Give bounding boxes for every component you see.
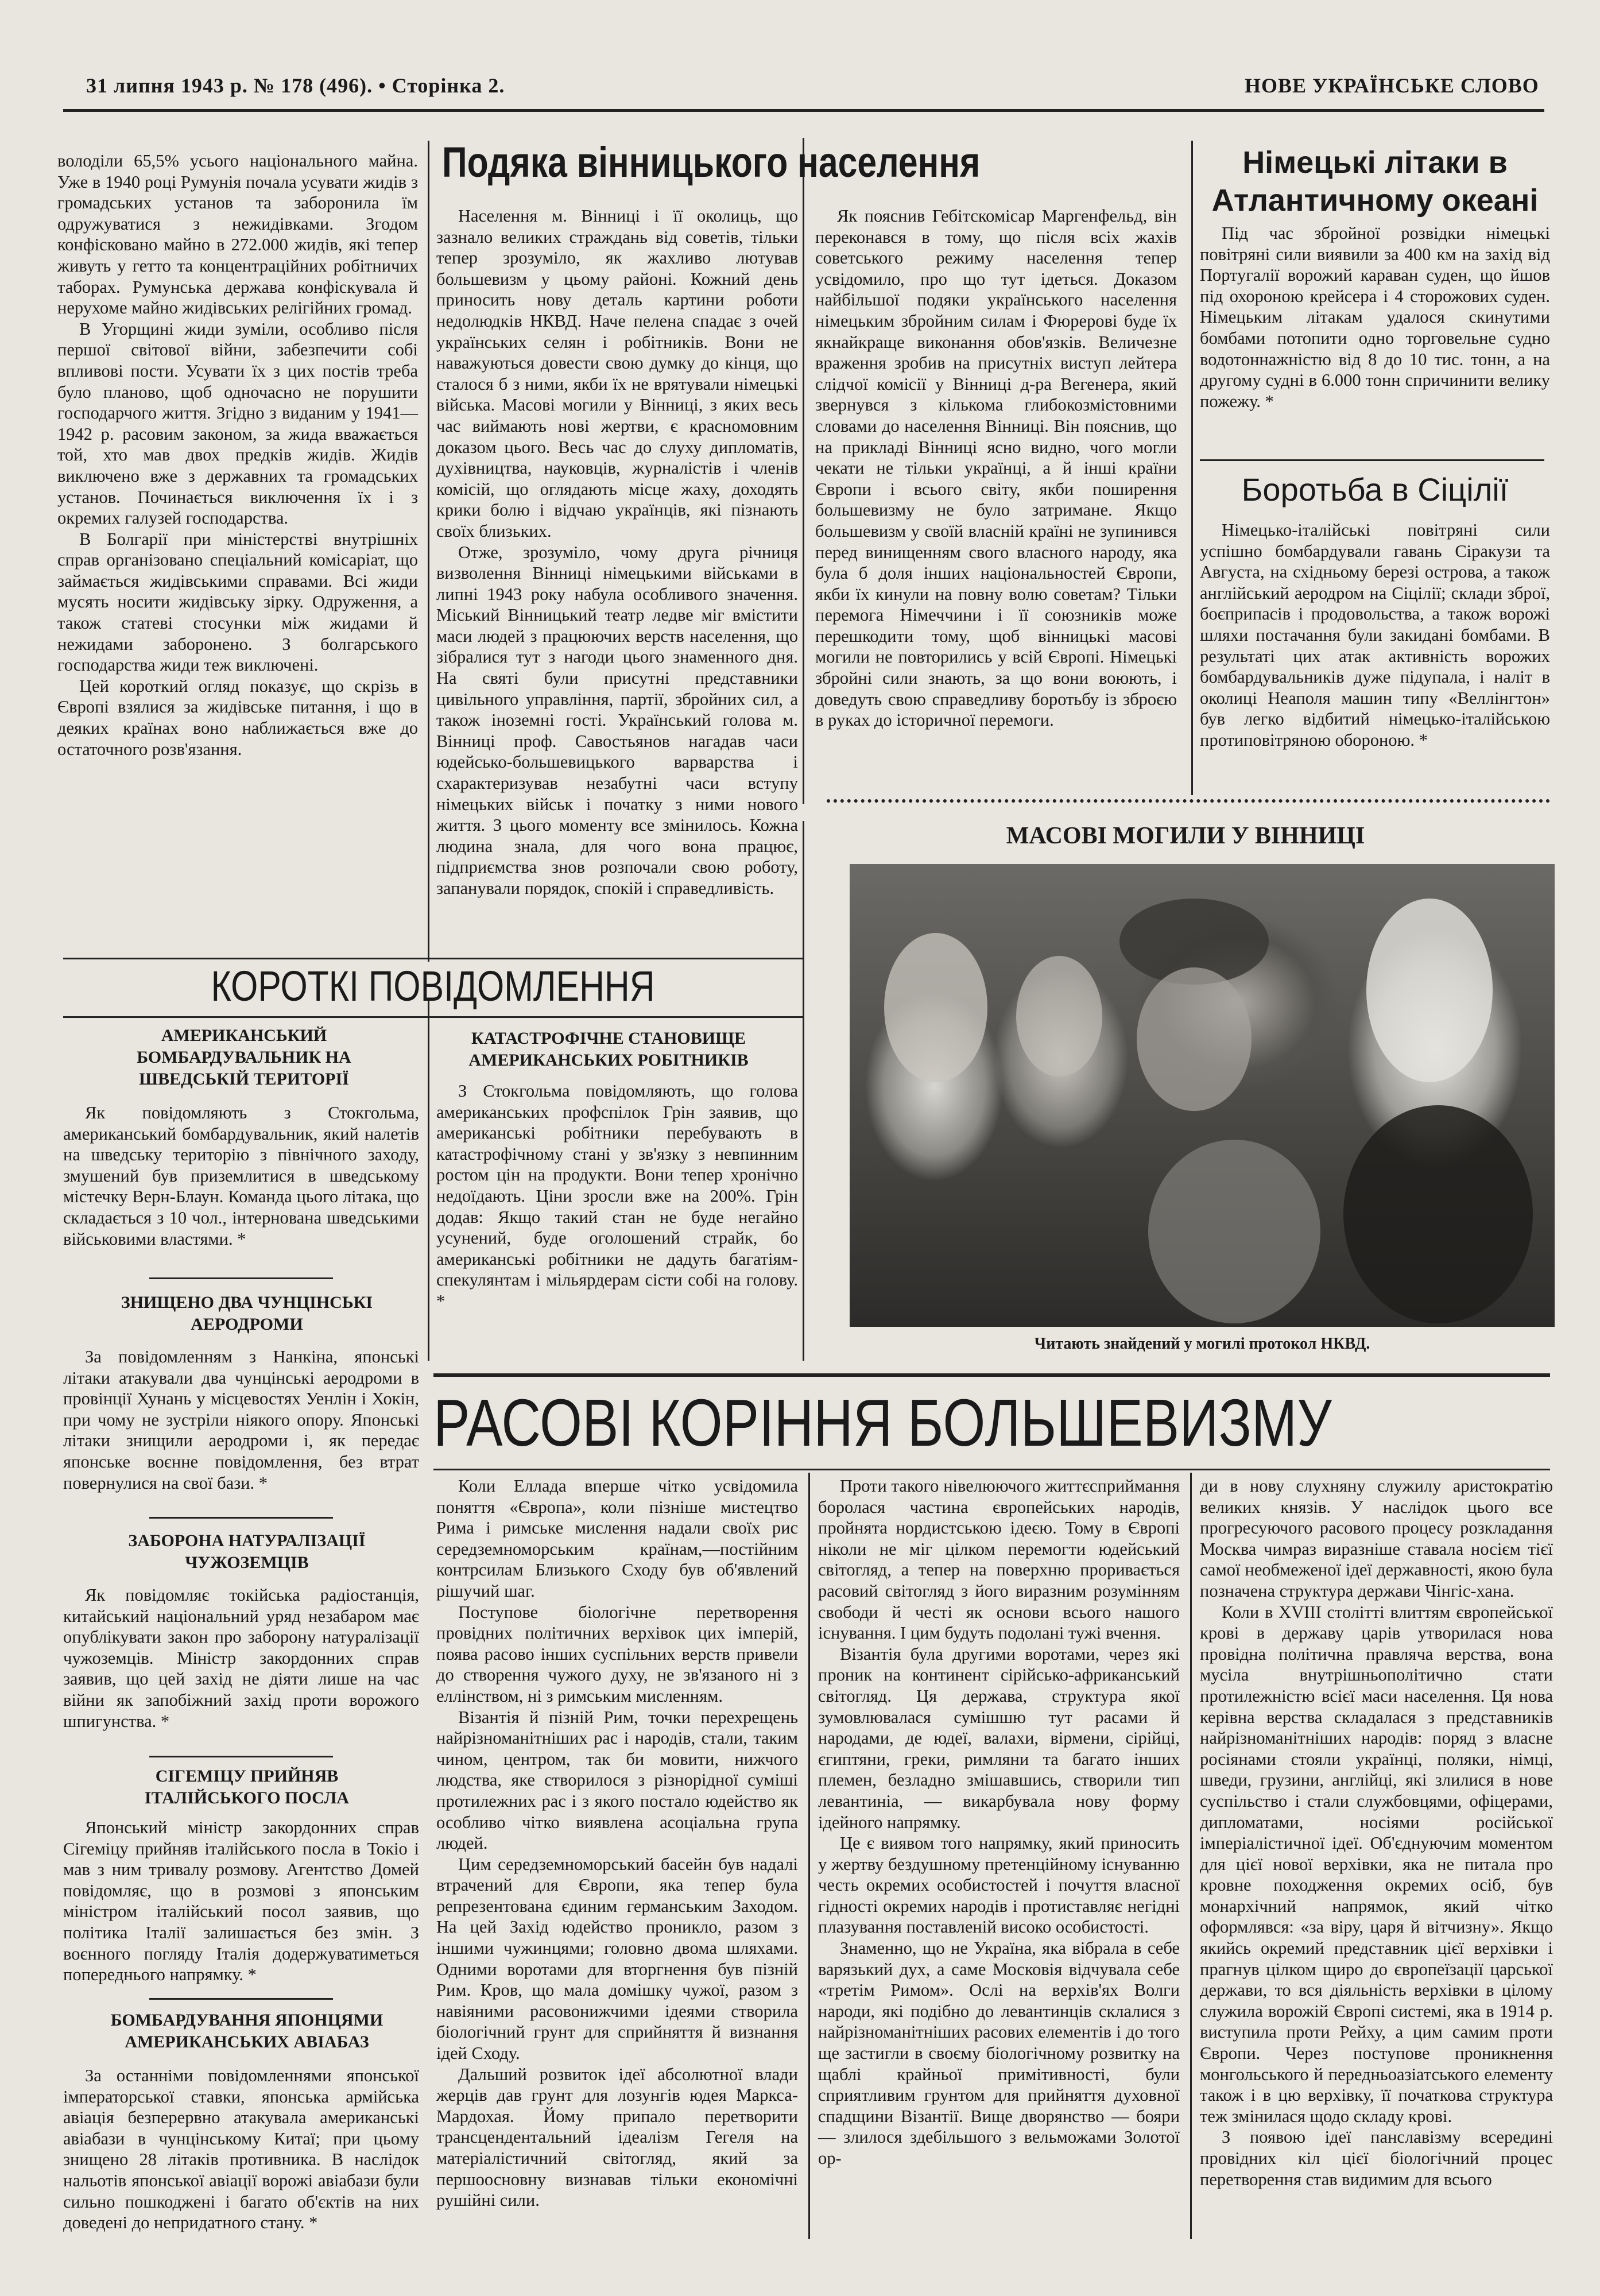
section-rule	[433, 1373, 1550, 1377]
paragraph: Японський міністр закордонних справ Сігеміцу прийняв італійського посла в Токіо і мав з ним тривалу розмову. Агентство Домей повідомляє, що в розмові з японським міністром італійський посол заявив, що політика Італії залишається без змін. З воєнного погляду Італія додержуватиметься попереднього напрямку. *	[63, 1818, 419, 1985]
photo-figure	[1137, 967, 1252, 1111]
brief-title: БОМБАРДУВАННЯ ЯПОНЦЯМИ АМЕРИКАНСЬКИХ АВІАБАЗ	[110, 2011, 383, 2051]
column-divider	[808, 1473, 810, 2239]
brief-text	[63, 2065, 419, 2233]
brief-title: КАТАСТРОФІЧНЕ СТАНОВИЩЕ АМЕРИКАНСЬКИХ РОБІТНИКІВ	[468, 1029, 749, 1070]
briefs-section-title: КОРОТКІ ПОВІДОМЛЕННЯ	[211, 962, 655, 1010]
paragraph: Отже, зрозуміло, чому друга річниця визволення Вінниці німецькими військами в липні 1943 року набула особливого значення. Міський Вінницький театр ледве міг вмістити маси людей з працюючих верств населення, що зібралися тут з нагоди цього знаменного дня. На святі були присутні представники цивільного управління, партії, збройних сил, а також іноземні гості. Український голова м. Вінниці проф. Савостьянов нагадав часи юдейсько-большевицького варварства і схарактеризував незабутні часи вступу німецьких військ і початку з ними нового життя. З цього моменту все змінилось. Кожна людина знала, для чого вона працює, підприємства знов розпочали свою роботу, запанували порядок, спокій і справедливість.	[436, 542, 798, 898]
column-divider	[428, 999, 429, 1361]
brief-separator	[149, 1277, 333, 1279]
paragraph: За повідомленням з Нанкіна, японські літаки атакували два чунцінські аеродроми в провінції Хунань у місцевостях Уенлін і Хокін, при чому не зустріли ніякого опору. Японські літаки знищили аеродроми і, як передає японське воєнне повідомлення, без втрат повернулися на свої бази. *	[63, 1347, 419, 1493]
racial-column-3	[1200, 1476, 1553, 2190]
paragraph: Цей короткий огляд показує, що скрізь в Європі взялися за жидівське питання, і що в деяких країнах воно наближається вже до остаточного розв'язання.	[57, 676, 418, 759]
section-rule	[1200, 459, 1544, 461]
paragraph: Це є виявом того напрямку, який приносить у жертву бездушному претенційному існуванню честь окремих особистостей і почуття власної гідності окремих народів і протиставляє негідні плазування поставленій високо особистості.	[818, 1833, 1180, 1937]
brief-separator	[149, 1517, 333, 1519]
section-rule	[63, 1016, 803, 1018]
paragraph: За останніми повідомленнями японської імператорської ставки, японська армійська авіація безперервно атакувала американські авіабази в чунцінському Китаї; при цьому знищено 28 літаків противника. В наслідок нальотів японської авіації ворожі авіабази були сильно пошкоджені і багато об'єктів на них доведені до непридатного стану. *	[63, 2066, 419, 2233]
brief-title: ЗАБОРОНА НАТУРАЛІЗАЦІЇ ЧУЖОЗЕМЦІВ	[128, 1531, 366, 1572]
paragraph: Як пояснив Гебітскомісар Маргенфельд, він переконався в тому, що після всіх жахів советського режиму населення тепер усвідомило, про що тут ідеться. Доказом найбільшої подяки українського населення німецьким збройним силам і Фюрерові буде їх якнайкраще виконання обов'язків. Величезне враження зробив на присутніх виступ лейтера слідчої комісії у Вінниці д-ра Вегенера, який звернувся з кількома глибокозмістовними словами до населення Вінниці. Він пояснив, що на прикладі Вінниці ясно видно, чого могли чекати не тільки українці, а й інші країни Європи і всього світу, якби поширення большевизму не було затримане. Якщо большевизм у своїй власній країні не зупинився перед винищенням свого власного народу, яка була б доля інших національностей Європи, якби їх кинули на повну волю советам? Тільки перемога Німеччини і її союзників може перешкодити тому, щоб вінницькі масові могили не повторились у всій Європі. Німецькі збройні сили знають, за що вони воюють, і доведуть свою справедливу боротьбу із зброєю в руках до історичної перемоги.	[815, 206, 1177, 730]
paragraph: Населення м. Вінниці і її околиць, що зазнало великих страждань від советів, тільки тепер зрозуміло, як жахливо лютував большевизм у цьому районі. Кожний день приносить нову деталь картини роботи недолюдків НКВД. Наче пелена спадає з очей українських селян і робітників. Вони не наважуються довести свою думку до кінця, що сталося б з ними, якби їх не врятували німецькі війська. Масові могили у Вінниці, з яких весь час виймають нові жертви, є красномовним доказом цього. Весь час до слуху дипломатів, духівництва, науковців, журналістів і членів комісій, що оглядають місце жаху, доходять крики болю і відчаю українців, які пізнають своїх близьких.	[436, 206, 798, 541]
brief-text	[63, 1817, 419, 1985]
photo-figure	[1343, 1105, 1533, 1323]
mass-graves-photo	[850, 864, 1555, 1327]
brief-separator	[149, 1998, 333, 2000]
paragraph: Знаменно, що не Україна, яка вібрала в себе варязький дух, а саме Московія відчувала себе «третім Римом». Ослі на верхів'ях Волги народи, які подібно до левантинців склалися з найрізноманітніших расових елементів і до того ще застигли в своєму біологічному розвитку на щаблі крайньої примітивності, були сприятливим грунтом для прийняття духовної спадщини Візантії. Вище дворянство — бояри — злилося здебільшого з вельможами Золотої ор-	[818, 1938, 1180, 2168]
gratitude-column-2	[815, 206, 1177, 731]
photo-caption: Читають знайдений у могилі протокол НКВД.	[1034, 1335, 1370, 1353]
paragraph: ди в нову слухняну служилу аристократію великих князів. У наслідок цього все прогресуючого расового процесу розкладання Москва чимраз виразніше ставала носієм тієї самої необмеженої ідеї державності, якою була позначена структура держави Чінгіс-хана.	[1200, 1476, 1553, 1601]
paragraph: З Стокгольма повідомляють, що голова американських профспілок Грін заявив, що американські робітники перебувають в катастрофічному стані у зв'язку з невпинним ростом цін на продукти. Вони тепер хронічно недоїдають. Ціни зросли вже на 200%. Грін додав: Якщо такий стан не буде негайно усунений, буде оголошений страйк, бо американські робітники не дадуть багатіям-спекулянтам і мільярдерам сісти собі на голову. *	[436, 1081, 798, 1311]
column-divider	[1191, 141, 1193, 795]
paragraph: Візантія була другими воротами, через які проник на континент сірійсько-африканський світогляд. Ця держава, структура якої зумовлювалася сумішшю тут расами й народами, де юдеї, валахи, вірмени, сірійці, єгиптяни, греки, римляни та багато інших племен, безладно змішавшись, створили тип левантиніа, — викарбувала нову форму ідейного напрямку.	[818, 1644, 1180, 1832]
photo-figure	[1016, 956, 1102, 1077]
racial-column-1	[436, 1476, 798, 2211]
paragraph: Дальший розвиток ідеї абсолютної влади жерців дав грунт для лозунгів юдея Маркса-Мардохая. Йому припало перетворити трансцендентальний ідеалізм Гегеля на матеріалістичний світогляд, який за першоосновну визнавав тільки економічні рушійні сили.	[436, 2064, 798, 2210]
photo-figure	[1366, 899, 1493, 1082]
section-rule	[433, 1469, 1550, 1470]
paragraph: В Болгарії при міністерстві внутрішніх справ організовано спеціальний комісаріат, що займається жидівськими справами. Всі жиди мусять носити жидівську зірку. Одруження, а також статеві стосунки між жидами й нежидами заборонено. З болгарського господарства жиди теж виключені.	[57, 529, 418, 675]
photo-figure	[1148, 1140, 1320, 1323]
paragraph: В Угорщині жиди зуміли, особливо після першої світової війни, забезпечити собі впливові пости. Усувати їх з цих постів треба було планово, щоб одночасно не порушити господарчого життя. Згідно з виданим у 1941—1942 р. расовим законом, за жида вважається той, хто мав двох предків жидів. Жидів виключено вже з державних та громадських установ. Починається виключення їх і з окремих галузей господарства.	[57, 319, 418, 528]
paragraph: володіли 65,5% усього національного майна. Уже в 1940 році Румунія почала усувати жидів з громадських установ та заборонила їм одружуватися з нежидівками. Згодом конфісковано майно в 272.000 жидів, які тепер живуть у гетто та концентраційних робітничих таборах. Румунська держава конфіскувала й нерухоме майно жидівських релігійних громад.	[57, 151, 418, 318]
paragraph: З появою ідеї панславізму всередині провідних кіл цієї біологічний процес перетворення став видимим для всього	[1200, 2127, 1553, 2189]
paragraph: Як повідомляють з Стокгольма, американський бомбардувальник, який налетів на шведську територію з північного заходу, змушений був приземлитися в шведському містечку Верн-Блаун. Команда цього літака, що складається з 10 чол., інтернована шведськими військовими властями. *	[63, 1103, 419, 1249]
column-divider	[428, 141, 429, 962]
gratitude-title: Подяка вінницького населення	[442, 138, 981, 186]
brief-text	[63, 1585, 419, 1732]
newspaper-name: НОВЕ УКРАЇНСЬКЕ СЛОВО	[1245, 74, 1539, 97]
sicily-title: Боротьба в Сіцілії	[1241, 471, 1509, 508]
racial-title: РАСОВІ КОРІННЯ БОЛЬШЕВИЗМУ	[433, 1385, 1332, 1460]
photo-figure	[884, 933, 987, 1082]
paragraph: Німецько-італійські повітряні сили успішно бомбардували гавань Сіракузи та Августа, на східньому березі острова, а також англійський аеродром на Сіцілії; склади зброї, боєприпасів і продовольства, а також ворожі шляхи постачання були закидані бомбами. В результаті цих атак активність ворожих бомбардувальників дуже підупала, і наліт в околиці Неаполя машин типу «Веллінгтон» був легко відбитий німецько-італійською протиповітряною обороною. *	[1200, 520, 1550, 750]
photo-title: МАСОВІ МОГИЛИ У ВІННИЦІ	[1006, 823, 1365, 849]
brief-title: АМЕРИКАНСЬКИЙ БОМБАРДУВАЛЬНИК НА ШВЕДСЬКІЙ ТЕРИТОРІЇ	[137, 1026, 351, 1089]
paragraph: Коли в XVIII столітті влиттям європейської крові в державу царів утворилася нова провідна політична правляча верства, вона мусіла внутрішньополітично стати протилежністю всієї маси населення. Ця нова керівна верства складалася з представників найрізноманітніших народів: поряд з власне росіянами стояли українці, поляки, німці, шведи, грузини, англійці, які злилися в нове суспільство і стали службовцями, офіцерами, дипломатами, носіями російської імперіалістичної ідеї. Об'єднуючим моментом для цієї нової верхівки, яка не питала про кровне походження окремих осіб, був монархічний напрямок, який чітко оформлявся: «за віру, царя й вітчизну». Якщо якийсь окремий представник цієї верхівки і прагнув цілком щиро до європеїзації царської держави, то вся діяльність верхівки в цілому служила ворожій Європі системі, яка в 1914 р. виступила проти Рейху, а цим самим проти Європи. Через поступове проникнення монгольського й передньоазіатського елементу також і в цю верхівку, її початкова структура теж змінилася щодо складу крові.	[1200, 1602, 1553, 2126]
brief-text	[436, 1081, 798, 1312]
decorative-dotted-rule	[827, 799, 1550, 803]
column-divider	[803, 138, 804, 804]
paragraph: Цим середземноморський басейн був надалі втрачений для Європи, яка тепер була репрезентована єдиним германським Заходом. На цей Захід юдейство проникло, разом з іншими чужинцями; головно двома шляхами. Одними воротами для вторгнення був пізній Рим. Кров, що мала домішку чужої, разом з навіяними расовонижчими ідеями створила біологічний грунт для сприйняття й визнання ідей Сходу.	[436, 1854, 798, 2063]
brief-text	[63, 1102, 419, 1249]
paragraph: Під час збройної розвідки німецькі повітряні сили виявили за 400 км на захід від Португалії ворожий караван суден, що йшов під охороною крейсера і 4 сторожових суден. Німецьким літакам удалося скинутими бомбами потопити одно торговельне судно водотоннажністю від 8 до 10 тис. тонн, а на другому судні в 6.000 тонн спричинити велику пожежу. *	[1200, 223, 1550, 411]
paragraph: Проти такого нівелюючого життєсприймання боролася частина європейських народів, пройнята нордистською ідеєю. Тому в Європі ніколи не міг цілком перемогти юдейський світогляд, а тепер на поверхню проривається расовий світогляд з його виразним розумінням свободи й честі як основи всього нашого існування. І цим будуть подолані тужі вчення.	[818, 1476, 1180, 1643]
brief-separator	[149, 1756, 333, 1757]
brief-text	[63, 1346, 419, 1493]
paragraph: Поступове біологічне перетворення провідних політичних верхівок цих імперій, поява расово інших суспільних верств привели до створення чужого духу, не зв'язаного ні з еллінством, ні з римським мисленням.	[436, 1602, 798, 1706]
atlantic-title: Німецькі літаки в Атлантичному океані	[1211, 145, 1539, 218]
brief-title: ЗНИЩЕНО ДВА ЧУНЦІНСЬКІ АЕРОДРОМИ	[121, 1293, 373, 1334]
gratitude-column-1	[436, 206, 798, 899]
racial-column-2	[818, 1476, 1180, 2169]
header-rule	[63, 109, 1544, 112]
section-rule	[63, 958, 803, 959]
sicily-text	[1200, 520, 1550, 751]
page-header-date: 31 липня 1943 р. № 178 (496). • Сторінка 2.	[86, 74, 505, 97]
left-column-continuation	[57, 150, 418, 760]
column-divider	[803, 821, 804, 1361]
column-divider	[1190, 1473, 1192, 2239]
paragraph: Коли Еллада вперше чітко усвідомила поняття «Європа», коли пізніше мистецтво Рима і римське мислення надали своїх рис середземноморським країнам,—постійним контрсилам Близького Сходу був об'явлений рішучий шаг.	[436, 1476, 798, 1601]
atlantic-text	[1200, 223, 1550, 412]
paragraph: Як повідомляє токійська радіостанція, китайський національний уряд незабаром має опублікувати закон про заборону натуралізації чужоземців. Міністр закордонних справ заявив, що цей захід не діяти лише на час війни як запобіжний захід проти ворожого шпигунства. *	[63, 1585, 419, 1731]
paragraph: Візантія й пізній Рим, точки перехрещень найрізноманітніших рас і народів, стали, таким чином, центром, так би мовити, нижчого людства, яке створилося з різнорідної суміші протилежних рас і з якого постало юдейство як особливо чітко виявлена асоціальна група людей.	[436, 1707, 798, 1853]
brief-title: СІГЕМІЦУ ПРИЙНЯВ ІТАЛІЙСЬКОГО ПОСЛА	[144, 1767, 350, 1807]
